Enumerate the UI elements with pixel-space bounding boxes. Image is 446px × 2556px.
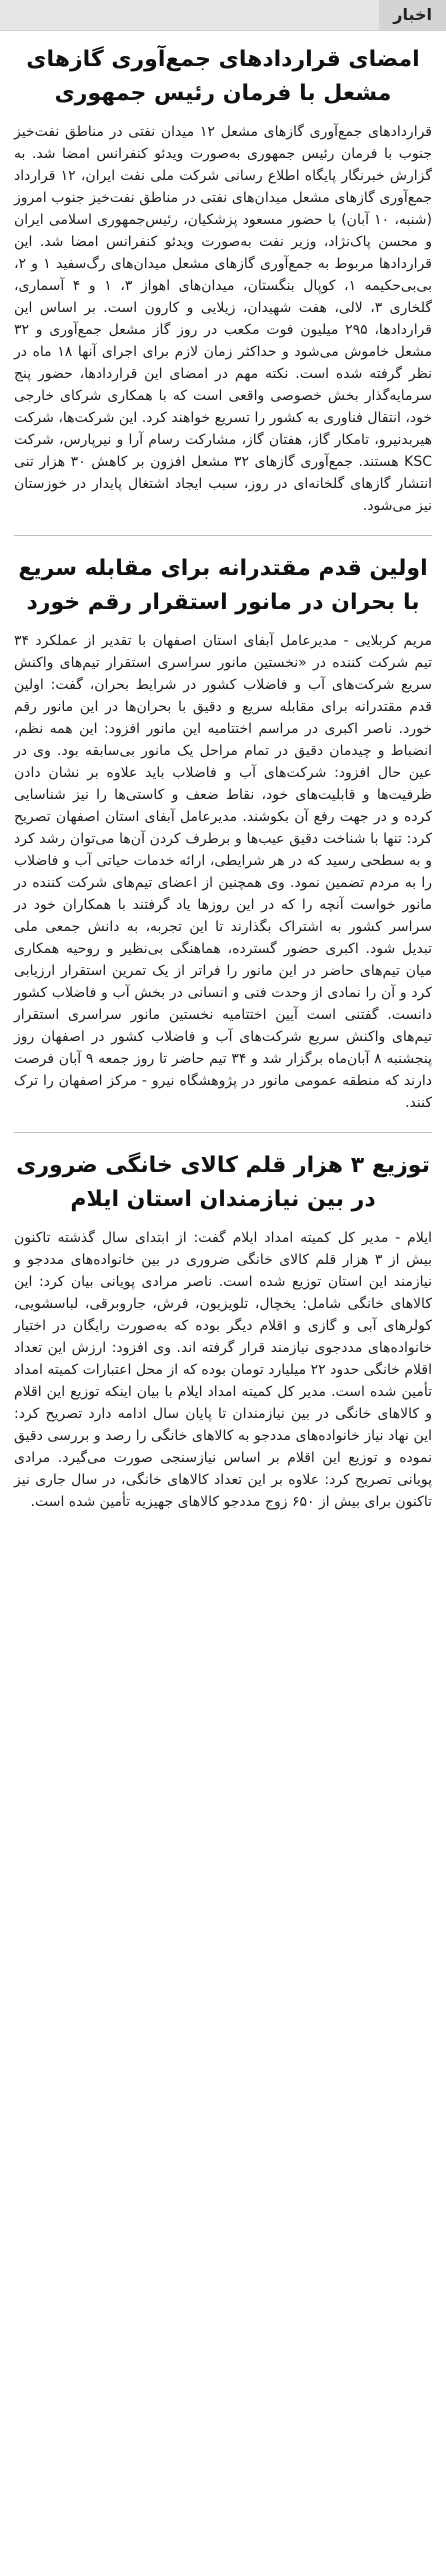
article-headline[interactable]: توزیع ۳ هزار قلم کالای خانگی ضروری در بین نیازمندان استان ایلام [16,1153,430,1212]
article-headline[interactable]: اولین قدم مقتدرانه برای مقابله سریع با بحران در مانور استقرار رقم خورد [18,556,428,615]
article-body: ایلام - مدیر کل کمیته امداد ایلام گفت: از ابتدای سال گذشته تاکنون بیش از ۳ هزار قلم کالای خانگی ضروری در بین خانواده‌های مددجو و نیازمند این استان توزیع شده است. ناصر مرادی پویانی بیان کرد: این کالاهای خانگی شامل: یخچال، تلویزیون، فرش، جاروبرقی، لباسشویی، کولرهای آبی و گازی و اقلام دیگر بوده که به‌صورت رایگان در اختیار خانواده‌های مددجوی نیازمند قرار گرفته اند. وی افزود: ارزش این تعداد اقلام خانگی حدود ۲۲ میلیارد تومان بوده که از محل اعتبارات کمیته امداد تأمین شده است. مدیر کل کمیته امداد ایلام با بیان اینکه توزیع این اقلام و کالاهای خانگی در بین نیازمندان تا پایان سال ادامه دارد تصریح کرد: این نهاد نیاز خانواده‌های مددجو به کالاهای خانگی را رصد و بررسی دقیق نموده و توزیع این اقلام بر اساس نیازسنجی صورت می‌گیرد. مرادی پویانی تصریح کرد: علاوه بر این تعداد کالاهای خانگی، در سال جاری نیز تاکنون برای بیش از ۶۵۰ زوج مددجو کالاهای جهیزیه تأمین شده است. [14,1230,432,1510]
article-flare-gas-contracts [14,43,432,517]
article-body: قراردادهای جمع‌آوری گازهای مشعل ۱۲ میدان نفتی در مناطق نفت‌خیز جنوب با فرمان رئیس جمهوری به‌صورت ویدئو کنفرانس امضا شد. به گزارش خبرنگار پایگاه اطلاع رسانی شرکت ملی نفت ایران، ۱۲ قرارداد جمع‌آوری گازهای مشعل میدان‌های نفتی در مناطق نفت‌خیز جنوب امروز (شنبه، ۱۰ آبان) با حضور مسعود پزشکیان، رئیس‌جمهوری اسلامی ایران و محسن پاک‌نژاد، وزیر نفت به‌صورت ویدئو کنفرانس امضا شد. این قراردادها مربوط به جمع‌آوری گازهای مشعل میدان‌های رگ‌سفید ۱ و ۲، بی‌بی‌حکیمه ۱، کوپال بنگستان، میدان‌های اهواز ۳، ۱ و ۴ آسماری، گلخاری ۳، لالی، هفت شهیدان، زیلایی و کارون است. بر اساس این قراردادها، ۲۹۵ میلیون فوت مکعب در روز گاز مشعل جمع‌آوری و ۳۲ مشعل خاموش می‌شود و حداکثر زمان لازم برای اجرای آنها ۱۸ ماه در نظر گرفته شده است. نکته مهم در امضای این قراردادها، حضور پنج سرمایه‌گذار بخش خصوصی واقعی است که با همکاری شرکای خارجی خود، انتقال فناوری به کشور را تسریع خواهند کرد. این شرکت‌ها، شرکت هیربدنیرو، تامکار گاز، هفتان گاز، مشارکت رسام آرا و نیرپارس، شرکت KSC هستند. جمع‌آوری گازهای ۳۲ مشعل افزون بر کاهش ۳۰ هزار تنی انتشار گازهای گلخانه‌ای در روز، سبب ایجاد اشتغال پایدار در خوزستان نیز می‌شود. [14,124,433,514]
article-divider [14,535,432,536]
article-divider [14,1132,432,1133]
section-label[interactable]: اخبار [379,0,446,30]
article-rapid-response-drill [14,552,432,1114]
article-ilam-household-goods [14,1149,432,1513]
article-headline[interactable]: امضای قراردادهای جمع‌آوری گازهای مشعل با فرمان رئیس جمهوری [26,47,420,106]
article-body: مریم کربلایی - مدیرعامل آبفای استان اصفهان با تقدیر از عملکرد ۳۴ تیم شرکت کننده در «نخستین مانور سراسری استقرار تیم‌های واکنش سریع شرکت‌های آب و فاضلاب کشور در شرایط بحران، گفت: اولین قدم مقتدرانه برای مقابله سریع و دقیق با بحران‌ها در این مانور رقم خورد. ناصر اکبری در مراسم اختتامیه این مانور افزود: این همه نظم، انضباط و چیدمان دقیق در تمام مراحل یک مانور بی‌سابقه بود. وی در عین حال افزود: شرکت‌های آب و فاضلاب باید علاوه بر نشان دادن ظرفیت‌ها و قابلیت‌های خود، نقاط ضعف و کاستی‌ها را نیز شناسایی کرده و در جهت رفع آن بکوشند. مدیرعامل آبفای استان اصفهان تصریح کرد: تنها با شناخت دقیق عیب‌ها و برطرف کردن آن‌ها می‌توان رشد کرد و به سطحی رسید که در هر شرایطی، ارائه خدمات حیاتی آب و فاضلاب را به مردم تضمین نمود. وی همچنین از اعضای تیم‌های شرکت کننده در مانور خواست آنچه را که در این روزها یاد گرفتند با همکاران خود در سراسر کشور به اشتراک بگذارند تا این تجربه، به دانش جمعی ملی تبدیل شود. اکبری حضور گسترده، هماهنگی بی‌نظیر و روحیه همکاری میان تیم‌های حاضر در این مانور را فراتر از یک تمرین استقرار ارزیابی کرد و آن را نمادی از وحدت فنی و انسانی در بخش آب و فاضلاب کشور دانست. گفتنی است آیین اختتامیه نخستین مانور سراسری استقرار تیم‌های واکنش سریع شرکت‌های آب و فاضلاب کشور در اصفهان روز پنجشنبه ۸ آبان‌ماه برگزار شد و ۳۴ تیم حاضر تا روز جمعه ۹ آبان فرصت دارند که منطقه عمومی مانور در پژوهشگاه نیرو - مرکز اصفهان را ترک کنند. [14,633,432,1111]
section-header [0,0,446,31]
